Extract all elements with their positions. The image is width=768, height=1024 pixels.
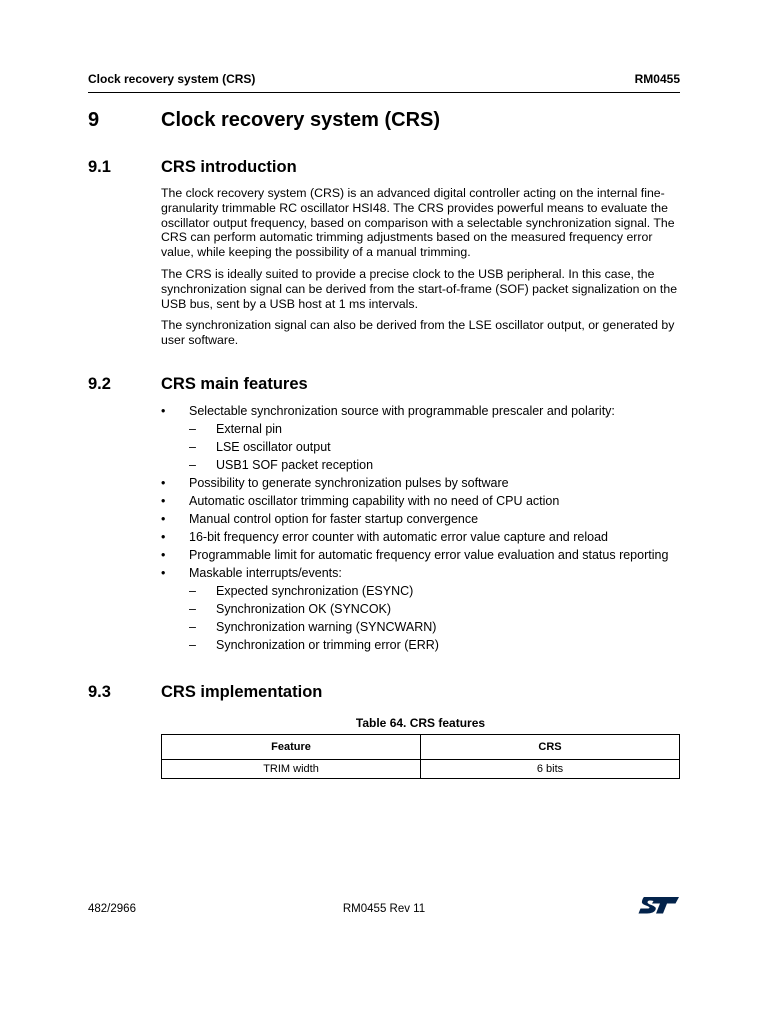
paragraph: The synchronization signal can also be derived from the LSE oscillator output, or generated by user software. xyxy=(161,318,675,348)
section-title: CRS implementation xyxy=(161,683,323,701)
doc-revision: RM0455 Rev 11 xyxy=(342,903,426,915)
sub-list-item-text: Synchronization warning (SYNCWARN) xyxy=(216,620,437,634)
dash-icon: – xyxy=(189,440,196,454)
sub-list-item xyxy=(189,636,691,654)
chapter-number: 9 xyxy=(88,109,100,131)
paragraph: The CRS is ideally suited to provide a precise clock to the USB peripheral. In this case, the synchronization signal can be derived from the start-of-frame (SOF) packet signalization on the USB bus, sent by a USB host at 1 ms intervals. xyxy=(161,266,678,311)
list-item-text: Possibility to generate synchronization pulses by software xyxy=(189,476,509,490)
st-logo-shape xyxy=(639,897,680,914)
crs-features-table xyxy=(161,734,680,779)
section-number: 9.2 xyxy=(88,375,111,393)
header-section-title: Clock recovery system (CRS) xyxy=(88,72,256,86)
sub-list-item xyxy=(189,420,691,438)
dash-icon: – xyxy=(189,584,196,598)
sub-list-item-text: LSE oscillator output xyxy=(216,440,331,454)
bullet-icon: • xyxy=(161,548,166,562)
section-title: CRS main features xyxy=(161,375,308,393)
bullet-icon: • xyxy=(161,404,166,418)
section-body-9-1 xyxy=(161,186,681,348)
list-item xyxy=(161,492,691,510)
paragraph: The clock recovery system (CRS) is an advanced digital controller acting on the internal fine-granularity trimmable RC oscillator HSI48. The CRS provides powerful means to evaluate the oscillator output frequency, based on comparison with a selectable synchronization signal. The CRS can perform automatic trimming adjustments based on the measured frequency error value, while keeping the possibility of a manual trimming. xyxy=(161,186,675,260)
section-number: 9.1 xyxy=(88,158,111,176)
sub-list-item-text: Synchronization or trimming error (ERR) xyxy=(216,638,439,652)
st-logo-icon xyxy=(638,894,680,916)
running-header xyxy=(88,72,680,86)
dash-icon: – xyxy=(189,422,196,436)
list-item xyxy=(161,528,691,546)
header-doc-id: RM0455 xyxy=(634,72,680,86)
feature-list xyxy=(161,402,691,654)
section-title: CRS introduction xyxy=(161,158,297,176)
sub-list-item-text: Synchronization OK (SYNCOK) xyxy=(216,602,392,616)
sub-list xyxy=(189,582,691,654)
dash-icon: – xyxy=(189,620,196,634)
sub-list-item-text: USB1 SOF packet reception xyxy=(216,458,374,472)
list-item xyxy=(161,564,691,654)
sub-list xyxy=(189,420,691,474)
dash-icon: – xyxy=(189,638,196,652)
header-rule xyxy=(88,92,680,93)
sub-list-item xyxy=(189,600,691,618)
bullet-icon: • xyxy=(161,494,166,508)
dash-icon: – xyxy=(189,602,196,616)
chapter-title: Clock recovery system (CRS) xyxy=(161,109,441,131)
section-number: 9.3 xyxy=(88,683,111,701)
sub-list-item xyxy=(189,582,691,600)
column-header-feature: Feature xyxy=(162,735,421,760)
bullet-icon: • xyxy=(161,530,166,544)
list-item-text: 16-bit frequency error counter with automatic error value capture and reload xyxy=(189,530,608,544)
table-caption: Table 64. CRS features xyxy=(355,716,486,730)
table-row xyxy=(162,760,680,779)
list-item xyxy=(161,402,691,474)
sub-list-item xyxy=(189,438,691,456)
sub-list-item xyxy=(189,618,691,636)
list-item-text: Programmable limit for automatic frequency error value evaluation and status reporting xyxy=(189,548,669,562)
table-cell: 6 bits xyxy=(421,760,680,779)
bullet-icon: • xyxy=(161,512,166,526)
list-item xyxy=(161,510,691,528)
sub-list-item-text: External pin xyxy=(216,422,283,436)
page-number: 482/2966 xyxy=(88,903,136,915)
list-item xyxy=(161,474,691,492)
dash-icon: – xyxy=(189,458,196,472)
sub-list-item xyxy=(189,456,691,474)
list-item-text: Maskable interrupts/events: xyxy=(189,566,342,580)
table-cell: TRIM width xyxy=(162,760,421,779)
bullet-icon: • xyxy=(161,476,166,490)
list-item-text: Selectable synchronization source with programmable prescaler and polarity: xyxy=(189,404,615,418)
table-header-row xyxy=(162,735,680,760)
list-item-text: Automatic oscillator trimming capability with no need of CPU action xyxy=(189,494,560,508)
sub-list-item-text: Expected synchronization (ESYNC) xyxy=(216,584,414,598)
list-item-text: Manual control option for faster startup convergence xyxy=(189,512,479,526)
list-item xyxy=(161,546,691,564)
bullet-icon: • xyxy=(161,566,166,580)
column-header-crs: CRS xyxy=(421,735,680,760)
